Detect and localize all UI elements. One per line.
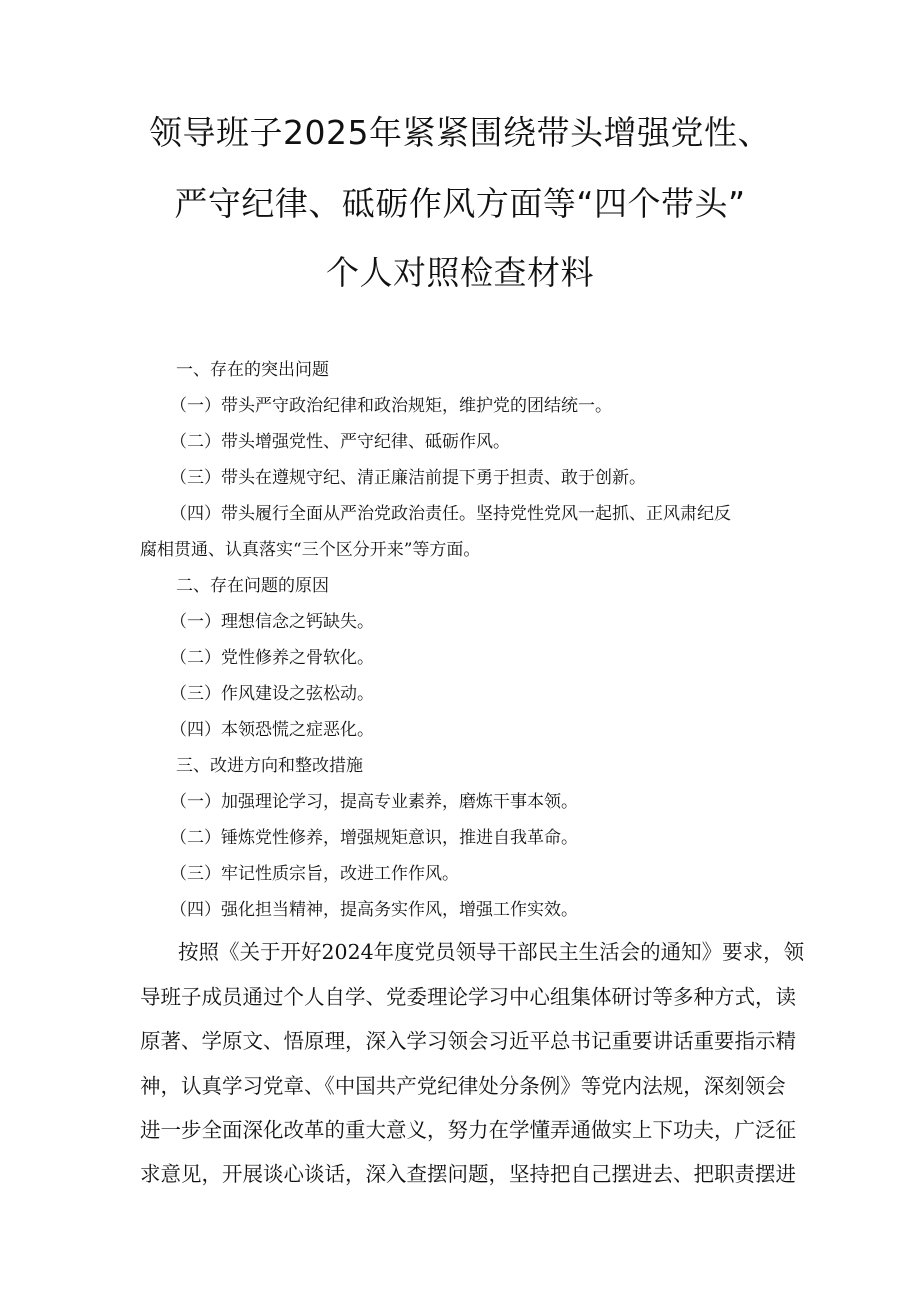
outline-item: （一）带头严守政治纪律和政治规矩，维护党的团结统一。 [170,396,612,416]
body-paragraph-line: 导班子成员通过个人自学、党委理论学习中心组集体研讨等多种方式，读 [140,985,796,1009]
document-title-line-3: 个人对照检查材料 [326,253,594,292]
body-paragraph-line: 求意见，开展谈心谈话，深入查摆问题，坚持把自己摆进去、把职责摆进 [140,1162,796,1186]
section-heading-2: 二、存在问题的原因 [176,576,329,596]
outline-item: （三）带头在遵规守纪、清正廉洁前提下勇于担责、敢于创新。 [170,468,646,488]
outline-item: （四）带头履行全面从严治党政治责任。坚持党性党风一起抓、正风肃纪反 [170,504,731,524]
outline-item: （一）理想信念之钙缺失。 [170,612,374,632]
outline-item: （四）强化担当精神，提高务实作风，增强工作实效。 [170,900,578,920]
body-paragraph-line: 神，认真学习党章、《中国共产党纪律处分条例》等党内法规，深刻领会 [140,1074,786,1098]
outline-item: （一）加强理论学习，提高专业素养，磨炼干事本领。 [170,792,578,812]
outline-item: （二）党性修养之骨软化。 [170,648,374,668]
outline-item: （二）带头增强党性、严守纪律、砥砺作风。 [170,432,510,452]
outline-item: （四）本领恐慌之症恶化。 [170,720,374,740]
section-heading-1: 一、存在的突出问题 [176,360,329,380]
outline-item: （三）作风建设之弦松动。 [170,684,374,704]
body-paragraph-line: 进一步全面深化改革的重大意义，努力在学懂弄通做实上下功夫，广泛征 [140,1118,796,1142]
section-heading-3: 三、改进方向和整改措施 [176,756,363,776]
body-paragraph-line: 按照《关于开好2024年度党员领导干部民主生活会的通知》要求，领 [178,940,805,964]
body-paragraph-line: 原著、学原文、悟原理，深入学习领会习近平总书记重要讲话重要指示精 [140,1029,796,1053]
outline-item: （二）锤炼党性修养，增强规矩意识，推进自我革命。 [170,828,578,848]
outline-item-continuation: 腐相贯通、认真落实“三个区分开来”等方面。 [140,540,481,560]
document-title-line-1: 领导班子2025年紧紧围绕带头增强党性、 [149,113,771,152]
outline-item: （三）牢记性质宗旨，改进工作作风。 [170,864,459,884]
document-title-line-2: 严守纪律、砥砺作风方面等“四个带头” [174,184,746,223]
